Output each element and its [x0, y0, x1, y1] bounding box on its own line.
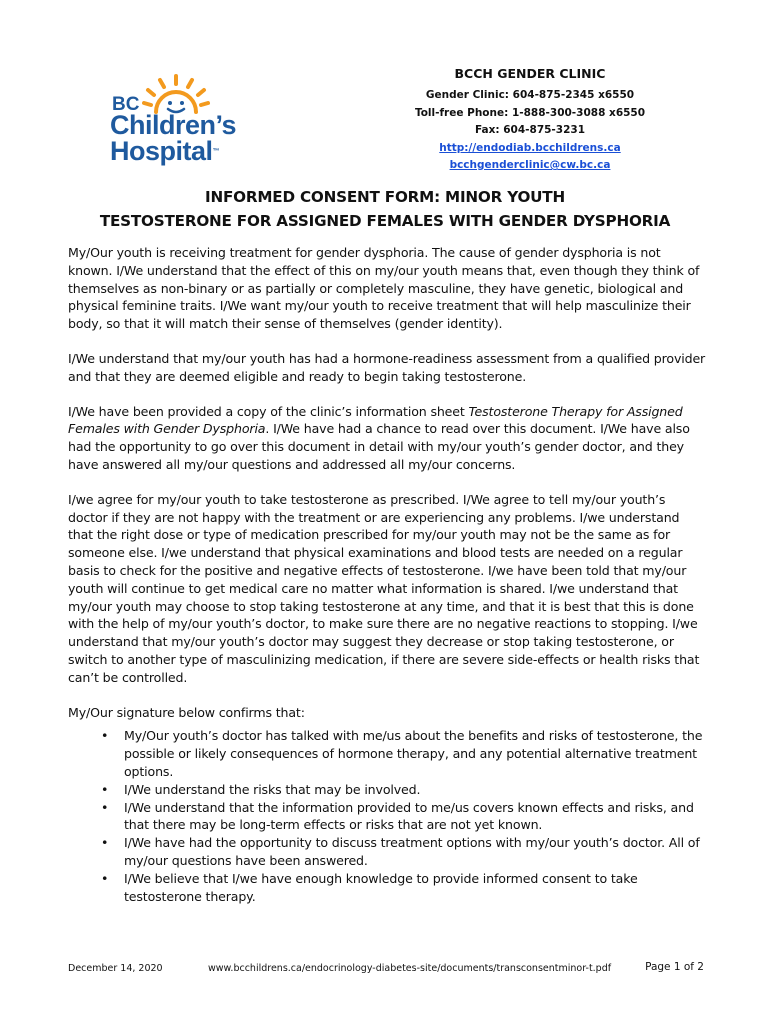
footer-date: December 14, 2020: [68, 963, 163, 974]
list-item: [68, 727, 708, 780]
list-item-text: I/We understand the risks that may be involved.: [124, 781, 421, 797]
paragraph-treatment: My/Our youth is receiving treatment for gender dysphoria. The cause of gender dysphoria is not known. I/We understand that the effect of this on my/our youth means that, even though they think of themselves as non-binary or as partially or completely masculine, they have genetic, biological and physical feminine traits. I/We want my/our youth to receive treatment that will help masculinize their body, so that it will match their sense of themselves (gender identity).: [68, 245, 700, 332]
list-item: [68, 781, 708, 799]
clinic-email-link[interactable]: bcchgenderclinic@cw.bc.ca: [449, 159, 611, 171]
form-title: [40, 185, 730, 233]
bullet-icon: •: [101, 835, 109, 851]
logo-childrens-text: Children’s: [110, 110, 237, 140]
clinic-phone: Gender Clinic: 604-875-2345 x6550: [425, 89, 635, 101]
paragraph-information-sheet: [68, 403, 708, 474]
bullet-icon: •: [101, 781, 109, 797]
list-item-text: I/We have had the opportunity to discuss treatment options with my/our youth’s doctor. All of my/our questions have been answered.: [124, 835, 700, 868]
logo-bc-text: BC: [112, 94, 140, 115]
logo-hospital-text: Hospital: [110, 136, 213, 166]
list-item-text: My/Our youth’s doctor has talked with me/us about the benefits and risks of testosterone, the possible or likely consequences of hormone therapy, and any potential alternative treatment options.: [124, 728, 703, 779]
footer-url: www.bcchildrens.ca/endocrinology-diabetes-site/documents/transconsentminor-t.pdf: [208, 963, 612, 974]
info-sheet-title: Testosterone Therapy for Assigned Females with Gender Dysphoria: [68, 403, 683, 437]
clinic-name: BCCH GENDER CLINIC: [454, 66, 606, 81]
logo-hospital-line: [110, 138, 219, 165]
list-item: [68, 834, 708, 870]
paragraph-agreement: I/we agree for my/our youth to take testosterone as prescribed. I/We agree to tell my/our youth’s doctor if they are not happy with the treatment or are experiencing any problems. I/we understand that the right dose or type of medication prescribed for my/our youth may not be the same as for someone else. I/we understand that physical examinations and blood tests are needed on a regular basis to check for the positive and negative effects of testosterone. I/we have been told that my/our youth will continue to get medical care no matter what information is shared. I/we understand that my/our youth may choose to stop taking testosterone at any time, and that it is best that this is done with the help of my/our youth’s doctor, to make sure there are no negative reactions to stopping. I/we understand that my/our youth’s doctor may suggest they decrease or stop taking testosterone, or switch to another type of masculinizing medication, if there are severe side-effects or health risks that can’t be controlled.: [68, 491, 700, 685]
bc-childrens-hospital-logo: [106, 74, 246, 174]
list-item: [68, 799, 708, 835]
paragraph-3-end: . I/We have had a chance to read over this document. I/We have also had the opportunity to go over this document in detail with my/our youth’s gender doctor, and they have answered all my/our questions and addressed all my/our concerns.: [68, 421, 690, 472]
footer-page-number: Page 1 of 2: [645, 961, 704, 973]
form-body: [68, 244, 708, 905]
form-title-line1: INFORMED CONSENT FORM: MINOR YOUTH: [205, 188, 565, 206]
clinic-header: [400, 66, 660, 175]
list-item: [68, 870, 708, 906]
paragraph-assessment: I/We understand that my/our youth has had a hormone-readiness assessment from a qualified provider and that they are deemed eligible and ready to begin taking testosterone.: [68, 350, 706, 384]
clinic-fax: Fax: 604-875-3231: [474, 124, 586, 136]
confirmation-list: [68, 727, 708, 905]
clinic-website-link[interactable]: http://endodiab.bcchildrens.ca: [439, 141, 621, 154]
bullet-icon: •: [101, 728, 109, 744]
list-item-text: I/We understand that the information provided to me/us covers known effects and risks, and that there may be long-term effects or risks that are not yet known.: [124, 799, 694, 833]
bullet-icon: •: [101, 870, 109, 886]
logo-tm: ™: [212, 148, 220, 155]
clinic-tollfree: Toll-free Phone: 1-888-300-3088 x6550: [414, 106, 646, 119]
paragraph-3-start: I/We have been provided a copy of the clinic’s information sheet: [68, 403, 469, 419]
bullet-icon: •: [101, 799, 109, 815]
list-item-text: I/We believe that I/we have enough knowledge to provide informed consent to take testosterone therapy.: [124, 870, 638, 904]
paragraph-signature-intro: My/Our signature below confirms that:: [68, 704, 305, 720]
form-title-line2: TESTOSTERONE FOR ASSIGNED FEMALES WITH GENDER DYSPHORIA: [99, 212, 671, 230]
